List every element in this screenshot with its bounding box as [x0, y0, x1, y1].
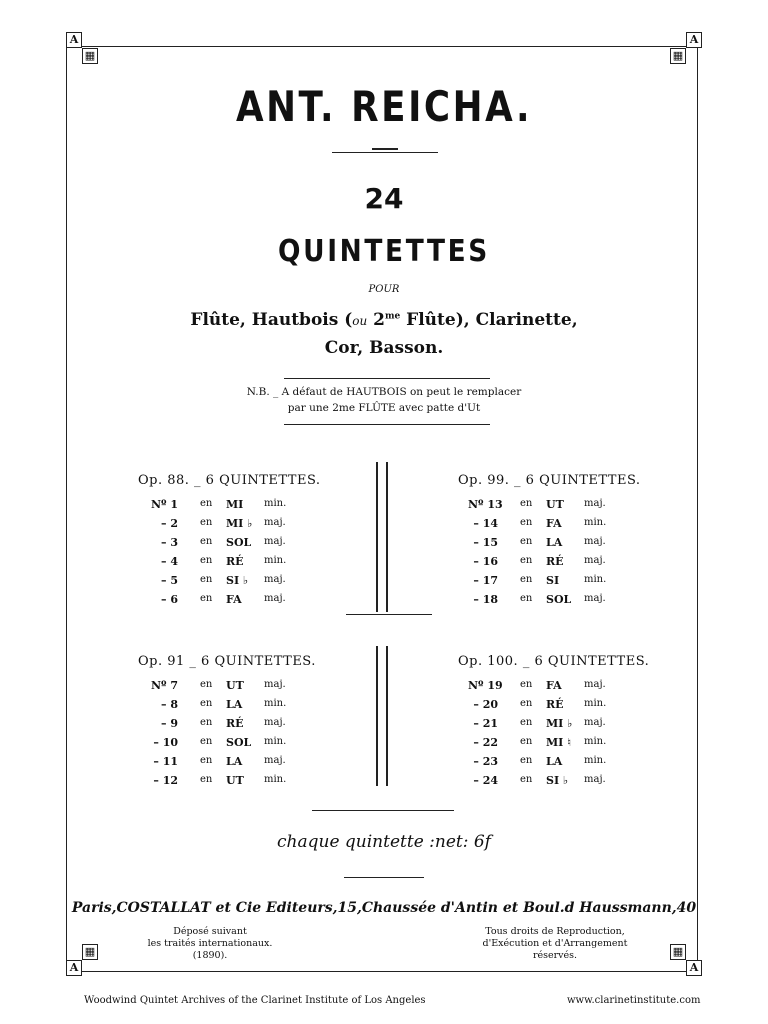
quintet-mode: min.: [584, 517, 607, 528]
work-count: 24: [364, 182, 404, 215]
quintet-number: Nº 13: [468, 498, 503, 511]
quintet-row: [468, 593, 628, 611]
pour-label: POUR: [368, 284, 400, 295]
quintet-key: UT: [226, 679, 244, 692]
quintet-number: – 21: [473, 717, 498, 730]
quintet-row: [468, 517, 628, 535]
quintet-number: – 4: [161, 555, 178, 568]
quintet-en: en: [520, 755, 533, 766]
quintet-key: UT: [546, 498, 564, 511]
quintet-row: [148, 574, 308, 592]
quintet-mode: maj.: [264, 679, 286, 690]
quintet-key: RÉ: [226, 717, 244, 730]
quintet-mode: min.: [584, 736, 607, 747]
ornament-divider-upper: [376, 462, 388, 612]
quintet-key: SI ♭: [546, 774, 569, 787]
quintet-number: – 24: [473, 774, 498, 787]
quintet-key: LA: [546, 536, 563, 549]
quintet-en: en: [200, 574, 213, 585]
quintet-mode: maj.: [584, 555, 606, 566]
quintet-row: [468, 698, 628, 716]
price-rule: [312, 810, 454, 811]
quintet-number: – 5: [161, 574, 178, 587]
quintet-row: [468, 536, 628, 554]
op88-heading: Op. 88. _ 6 QUINTETTES.: [138, 473, 321, 488]
quintet-number: – 2: [161, 517, 178, 530]
title-rule-accent: [372, 148, 398, 150]
quintet-en: en: [200, 774, 213, 785]
quintet-en: en: [520, 517, 533, 528]
instruments-text-a: Flûte, Hautbois (: [190, 310, 353, 330]
corner-ornament-top-right-inner: ▦: [670, 48, 686, 64]
instruments-text-ou: ou: [352, 314, 368, 328]
quintet-number: – 18: [473, 593, 498, 606]
corner-ornament-top-left: A: [66, 32, 82, 48]
publisher-rule: [344, 877, 424, 878]
quintet-mode: min.: [584, 755, 607, 766]
nb-line-2: par une 2me FLÛTE avec patte d'Ut: [287, 402, 481, 414]
quintet-en: en: [200, 593, 213, 604]
quintet-en: en: [200, 679, 213, 690]
quintet-row: [468, 717, 628, 735]
corner-ornament-top-left-inner: ▦: [82, 48, 98, 64]
quintet-en: en: [520, 536, 533, 547]
quintet-key: RÉ: [546, 698, 564, 711]
quintet-key: LA: [226, 698, 243, 711]
quintet-mode: maj.: [264, 574, 286, 585]
quintet-row: [148, 679, 308, 697]
quintet-row: [148, 593, 308, 611]
quintet-row: [148, 736, 308, 754]
quintet-key: MI ♮: [546, 736, 572, 749]
title-rule: [332, 152, 438, 153]
quintet-mode: maj.: [264, 536, 286, 547]
quintet-en: en: [520, 736, 533, 747]
quintet-en: en: [200, 755, 213, 766]
quintet-row: [148, 498, 308, 516]
quintet-mode: min.: [264, 555, 287, 566]
quintet-key: FA: [546, 679, 562, 692]
corner-ornament-bottom-left: A: [66, 960, 82, 976]
quintet-number: – 16: [473, 555, 498, 568]
op91-heading: Op. 91 _ 6 QUINTETTES.: [138, 654, 316, 669]
op99-heading: Op. 99. _ 6 QUINTETTES.: [458, 473, 641, 488]
footer-website: www.clarinetinstitute.com: [567, 995, 701, 1006]
quintet-row: [148, 698, 308, 716]
quintet-mode: maj.: [584, 536, 606, 547]
quintet-en: en: [200, 736, 213, 747]
quintet-row: [148, 755, 308, 773]
instruments-text-sup: me: [384, 311, 401, 322]
quintet-mode: maj.: [264, 717, 286, 728]
quintet-mode: maj.: [584, 679, 606, 690]
quintet-key: FA: [226, 593, 242, 606]
quintet-number: – 20: [473, 698, 498, 711]
quintet-mode: min.: [584, 698, 607, 709]
quintet-number: Nº 1: [150, 498, 178, 511]
quintet-mode: maj.: [264, 593, 286, 604]
quintet-row: [148, 717, 308, 735]
quintet-number: – 8: [161, 698, 178, 711]
quintet-number: – 9: [161, 717, 178, 730]
quintet-row: [468, 755, 628, 773]
corner-ornament-bottom-left-inner: ▦: [82, 944, 98, 960]
op100-heading: Op. 100. _ 6 QUINTETTES.: [458, 654, 650, 669]
quintet-en: en: [520, 498, 533, 509]
quintet-row: [468, 679, 628, 697]
quintet-key: UT: [226, 774, 244, 787]
quintet-number: – 3: [161, 536, 178, 549]
quintet-mode: min.: [264, 498, 287, 509]
quintet-key: RÉ: [546, 555, 564, 568]
quintet-en: en: [200, 536, 213, 547]
quintet-en: en: [520, 717, 533, 728]
instruments-line-2: Cor, Basson.: [324, 338, 444, 358]
quintet-mode: maj.: [584, 717, 606, 728]
quintet-mode: maj.: [264, 755, 286, 766]
quintet-mode: min.: [584, 574, 607, 585]
quintet-key: MI: [226, 498, 244, 511]
quintet-row: [148, 517, 308, 535]
quintet-key: MI ♭: [226, 517, 253, 530]
quintet-mode: maj.: [584, 498, 606, 509]
deposit-line-2: les traités internationaux. (1890).: [147, 938, 273, 961]
quintet-mode: min.: [264, 698, 287, 709]
nb-rule-top: [284, 378, 490, 379]
quintet-row: [148, 774, 308, 792]
composer-name: ANT. REICHA.: [235, 82, 533, 131]
quintet-en: en: [200, 717, 213, 728]
corner-ornament-top-right: A: [686, 32, 702, 48]
deposit-note: [130, 926, 290, 962]
quintet-number: – 23: [473, 755, 498, 768]
quintet-en: en: [520, 555, 533, 566]
quintet-en: en: [520, 593, 533, 604]
corner-ornament-bottom-right: A: [686, 960, 702, 976]
quintet-en: en: [200, 498, 213, 509]
quintet-number: – 6: [161, 593, 178, 606]
quintet-en: en: [200, 517, 213, 528]
ornament-divider-lower: [376, 646, 388, 786]
price-line: chaque quintette :net: 6f: [277, 832, 491, 852]
quintet-mode: maj.: [584, 593, 606, 604]
quintet-key: SOL: [226, 536, 252, 549]
corner-ornament-bottom-right-inner: ▦: [670, 944, 686, 960]
quintet-number: – 17: [473, 574, 498, 587]
quintet-key: SI: [546, 574, 560, 587]
quintet-key: MI ♭: [546, 717, 573, 730]
instruments-text-c: Flûte), Clarinette,: [400, 310, 578, 330]
quintet-row: [468, 736, 628, 754]
quintet-mode: maj.: [264, 517, 286, 528]
quintet-row: [468, 555, 628, 573]
quintet-row: [468, 774, 628, 792]
nb-rule-bottom: [284, 424, 490, 425]
instruments-text-b: 2: [367, 310, 385, 330]
quintet-row: [148, 555, 308, 573]
quintet-row: [468, 574, 628, 592]
rights-line-2: d'Exécution et d'Arrangement réservés.: [482, 938, 628, 961]
quintet-en: en: [200, 555, 213, 566]
quintet-row: [148, 536, 308, 554]
quintet-number: Nº 7: [150, 679, 178, 692]
quintet-en: en: [520, 774, 533, 785]
rights-line-1: Tous droits de Reproduction,: [485, 926, 625, 937]
quintet-key: LA: [226, 755, 243, 768]
ornament-divider-upper-base: [346, 614, 432, 615]
quintet-number: – 15: [473, 536, 498, 549]
quintet-number: – 11: [153, 755, 178, 768]
quintet-key: LA: [546, 755, 563, 768]
quintet-key: SOL: [226, 736, 252, 749]
work-title: QUINTETTES: [278, 234, 490, 269]
footer-archive-credit: Woodwind Quintet Archives of the Clarinet Institute of Los Angeles: [84, 995, 426, 1006]
quintet-mode: maj.: [584, 774, 606, 785]
quintet-key: SI ♭: [226, 574, 249, 587]
quintet-row: [468, 498, 628, 516]
quintet-en: en: [520, 574, 533, 585]
quintet-key: RÉ: [226, 555, 244, 568]
quintet-number: – 14: [473, 517, 498, 530]
quintet-en: en: [520, 698, 533, 709]
quintet-number: – 10: [153, 736, 178, 749]
publisher-line: Paris,COSTALLAT et Cie Editeurs,15,Chaussée d'Antin et Boul.d Haussmann,40: [71, 900, 697, 916]
quintet-number: – 22: [473, 736, 498, 749]
nb-line-1: N.B. _ A défaut de HAUTBOIS on peut le remplacer: [246, 386, 522, 398]
quintet-en: en: [520, 679, 533, 690]
quintet-key: FA: [546, 517, 562, 530]
quintet-mode: min.: [264, 736, 287, 747]
instruments-line-1: [0, 310, 768, 330]
quintet-number: – 12: [153, 774, 178, 787]
rights-note: [470, 926, 640, 962]
quintet-number: Nº 19: [468, 679, 503, 692]
quintet-key: SOL: [546, 593, 572, 606]
deposit-line-1: Déposé suivant: [173, 926, 247, 937]
quintet-en: en: [200, 698, 213, 709]
quintet-mode: min.: [264, 774, 287, 785]
